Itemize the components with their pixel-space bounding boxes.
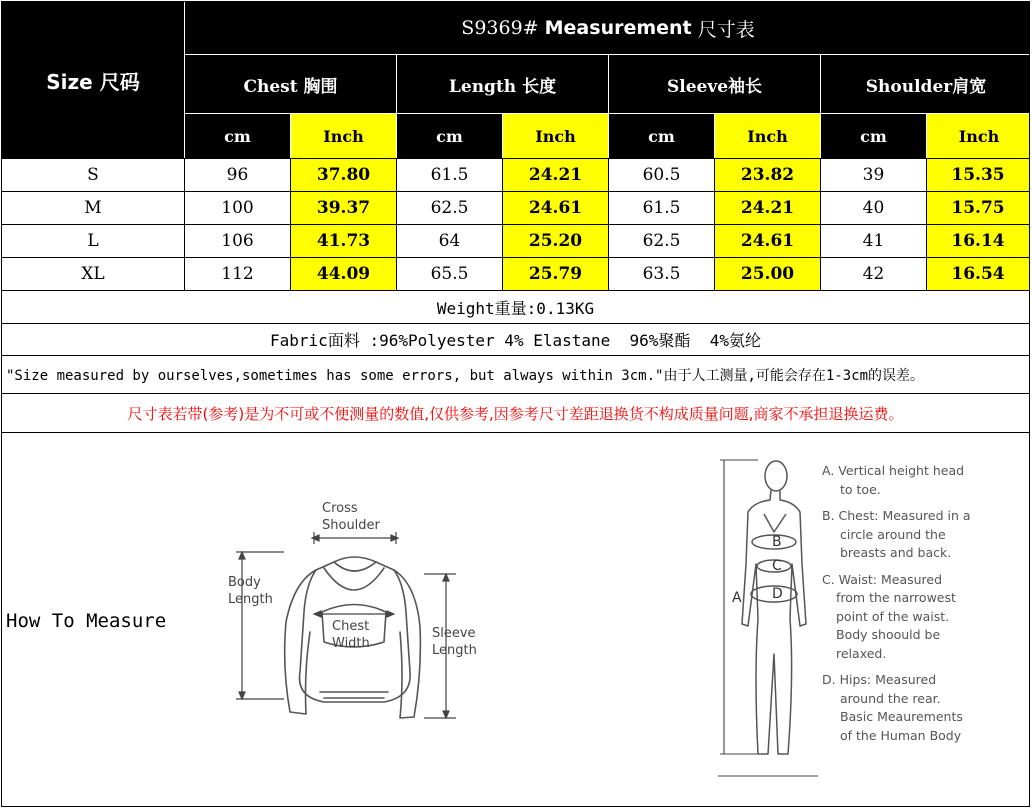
group-chest: Chest 胸围 (185, 55, 396, 113)
size-cell: M (84, 198, 102, 218)
length-inch-cell: 24.21 (502, 159, 608, 191)
unit-inch: Inch (715, 114, 820, 158)
shoulder-cm-cell: 42 (820, 258, 926, 290)
legend-d: D. Hips: Measured around the rear. Basic Meaurements of the Human Body (822, 672, 963, 743)
shoulder-cm-cell: 39 (820, 159, 926, 191)
group-shoulder: Shoulder肩宽 (821, 55, 1030, 113)
body-diagram (718, 454, 818, 779)
chest-inch-cell: 37.80 (290, 159, 396, 191)
disclaimer-note: "Size measured by ourselves,sometimes has some errors, but always within 3cm."由于人工测量,可能会存在1-3cm的误差。 (2, 355, 1029, 393)
fabric-note: Fabric面料 :96%Polyester 4% Elastane 96%聚酯 4%氨纶 (2, 323, 1029, 355)
chest-cm-cell: 100 (184, 192, 290, 224)
sleeve-cm-cell: 62.5 (608, 225, 714, 257)
legend-a: A. Vertical height head to toe. (822, 463, 965, 497)
unit-inch: Inch (291, 114, 396, 158)
table-row (2, 191, 1029, 224)
how-to-measure-title: How To Measure (6, 610, 167, 632)
legend-b: B. Chest: Measured in a circle around the breasts and back. (822, 508, 971, 560)
body-letter-a: A (732, 590, 742, 606)
chest-inch-cell: 44.09 (290, 258, 396, 290)
table-row (2, 257, 1029, 290)
sleeve-inch-cell: 24.21 (714, 192, 820, 224)
chart-title (185, 2, 1030, 54)
sleeve-inch-cell: 24.61 (714, 225, 820, 257)
size-cell: XL (81, 264, 105, 284)
size-chart (1, 1, 1030, 807)
warning-note: 尺寸表若带(参考)是为不可或不便测量的数值,仅供参考,因参考尺寸差距退换货不构成质量问题,商家不承担退换运费。 (2, 393, 1029, 432)
size-cell: L (87, 231, 99, 251)
shoulder-inch-cell: 16.14 (926, 225, 1029, 257)
length-cm-cell: 64 (396, 225, 502, 257)
sleeve-inch-cell: 25.00 (714, 258, 820, 290)
unit-inch: Inch (927, 114, 1030, 158)
length-cm-cell: 61.5 (396, 159, 502, 191)
measurement-legend (822, 462, 1022, 753)
group-sleeve: Sleeve袖长 (609, 55, 820, 113)
label-body-length: Body Length (228, 575, 273, 607)
sleeve-cm-cell: 60.5 (608, 159, 714, 191)
body-letter-b: B (772, 534, 782, 550)
body-letter-c: C (772, 558, 782, 574)
group-length: Length 长度 (397, 55, 608, 113)
table-row (2, 224, 1029, 257)
sleeve-cm-cell: 63.5 (608, 258, 714, 290)
unit-cm: cm (821, 114, 926, 158)
weight-note: Weight重量:0.13KG (2, 290, 1029, 323)
body-letter-d: D (772, 586, 783, 602)
unit-cm: cm (185, 114, 290, 158)
chest-cm-cell: 96 (184, 159, 290, 191)
size-cell: S (87, 165, 99, 185)
chest-inch-cell: 41.73 (290, 225, 396, 257)
unit-inch: Inch (503, 114, 608, 158)
shoulder-inch-cell: 15.35 (926, 159, 1029, 191)
sleeve-cm-cell: 61.5 (608, 192, 714, 224)
label-chest-width: Chest Width (332, 619, 370, 651)
title-code: S9369# (461, 17, 539, 39)
length-cm-cell: 62.5 (396, 192, 502, 224)
divider (2, 432, 1029, 433)
shoulder-inch-cell: 15.75 (926, 192, 1029, 224)
chest-cm-cell: 112 (184, 258, 290, 290)
label-sleeve-length: Sleeve Length (432, 626, 477, 658)
label-cross-shoulder: Cross Shoulder (322, 501, 380, 533)
length-cm-cell: 65.5 (396, 258, 502, 290)
length-inch-cell: 25.20 (502, 225, 608, 257)
length-inch-cell: 24.61 (502, 192, 608, 224)
chest-inch-cell: 39.37 (290, 192, 396, 224)
unit-cm: cm (397, 114, 502, 158)
table-row (2, 158, 1029, 191)
shoulder-inch-cell: 16.54 (926, 258, 1029, 290)
unit-cm: cm (609, 114, 714, 158)
sleeve-inch-cell: 23.82 (714, 159, 820, 191)
title-bold: Measurement (544, 17, 692, 39)
legend-c: C. Waist: Measured from the narrowest point of the waist. Body shoould be relaxed. (822, 571, 956, 661)
title-cn: 尺寸表 (697, 18, 755, 41)
length-inch-cell: 25.79 (502, 258, 608, 290)
size-header: Size 尺码 (2, 2, 184, 158)
shoulder-cm-cell: 40 (820, 192, 926, 224)
shoulder-cm-cell: 41 (820, 225, 926, 257)
chest-cm-cell: 106 (184, 225, 290, 257)
